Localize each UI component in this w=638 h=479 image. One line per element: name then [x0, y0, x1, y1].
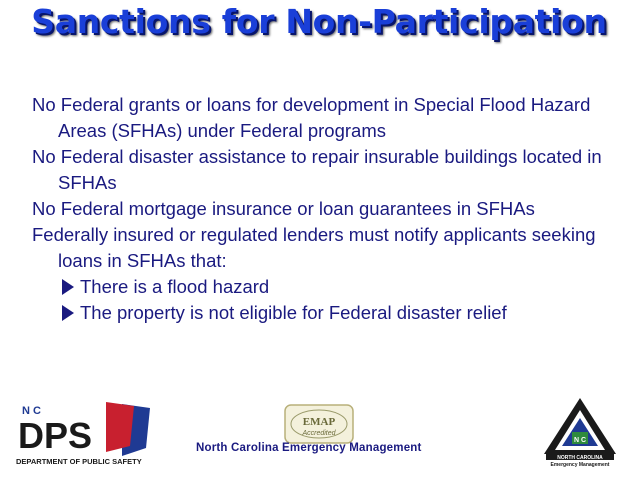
dps-letters: DPS	[18, 415, 93, 456]
arrow-bullet-icon	[62, 305, 74, 321]
bullet-list	[32, 92, 632, 326]
emap-subtext: Accredited	[302, 430, 336, 437]
bullet-item: Federally insured or regulated lenders must notify applicants seeking loans in SFHAs that:	[32, 224, 596, 271]
ncem-logo	[542, 396, 618, 468]
dps-state-abbr: N C	[22, 405, 41, 417]
dps-caption: DEPARTMENT OF PUBLIC SAFETY	[16, 457, 142, 466]
sub-bullet-text: The property is not eligible for Federal disaster relief	[80, 302, 507, 323]
sub-bullet-item	[62, 300, 632, 326]
slide-title: Sanctions for Non-Participation	[31, 2, 607, 41]
dps-logo	[10, 396, 160, 468]
bullet-item: No Federal mortgage insurance or loan guarantees in SFHAs	[32, 198, 535, 219]
ncem-abbr: N C	[573, 437, 587, 444]
footer-org-text: North Carolina Emergency Management	[196, 442, 422, 454]
bullet-item: No Federal grants or loans for development in Special Flood Hazard Areas (SFHAs) under Federal programs	[32, 94, 591, 141]
emap-logo	[284, 404, 354, 444]
bullet-item: No Federal disaster assistance to repair insurable buildings located in SFHAs	[32, 146, 602, 193]
sub-bullet-text: There is a flood hazard	[80, 276, 270, 297]
emap-text: EMAP	[302, 416, 336, 428]
sub-bullet-item	[62, 274, 632, 300]
arrow-bullet-icon	[62, 279, 74, 295]
ncem-caption: Emergency Management	[550, 462, 610, 468]
ncem-state: NORTH CAROLINA	[557, 455, 603, 461]
